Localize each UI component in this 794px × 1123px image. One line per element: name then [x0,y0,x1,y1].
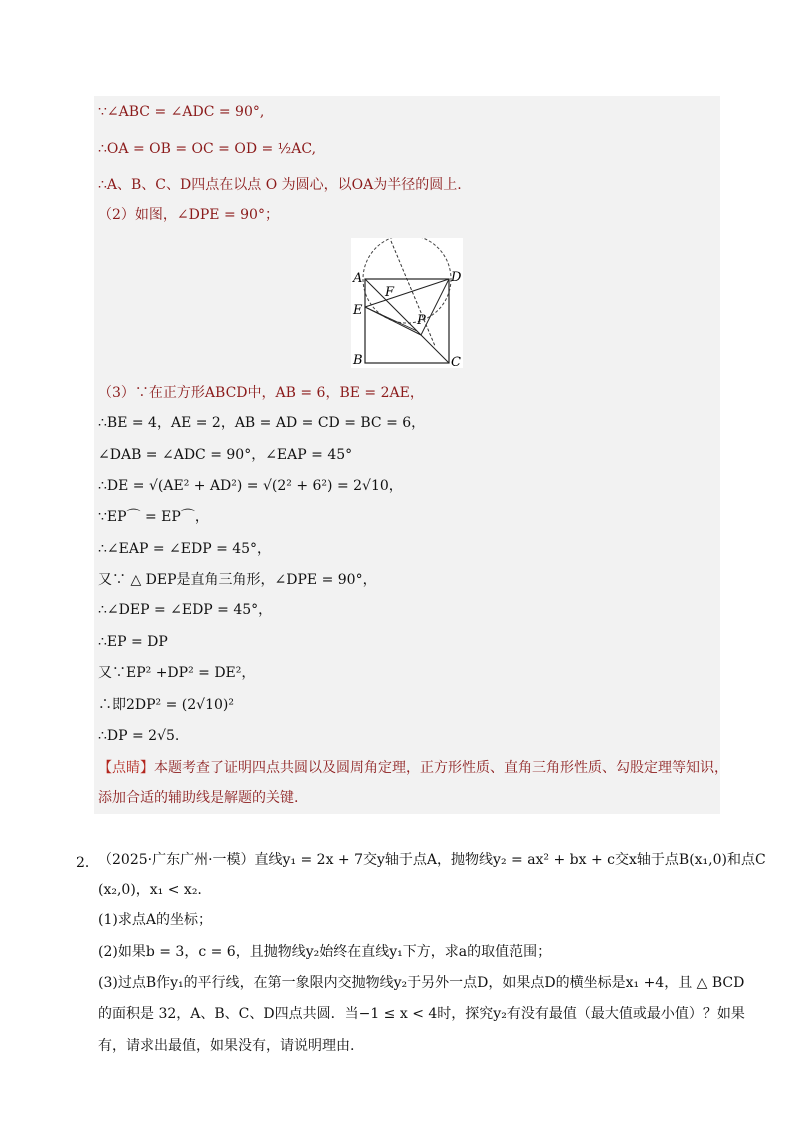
dashed-circle [363,238,451,323]
label-p: P [417,313,426,328]
question-part-3c: 有，请求出最值，如果没有，请说明理由. [98,1038,355,1054]
label-f: F [385,285,395,300]
label-a: A [353,271,363,286]
diagonal-ac [365,279,449,363]
comment-line-1 [98,758,728,778]
solution-line-8: ∴DE = √(AE² + AD²) = √(2² + 6²) = 2√10， [98,478,403,494]
solution-line-6: ∴BE = 4，AE = 2，AB = AD = CD = BC = 6， [98,415,426,431]
solution-line-12: ∴∠DEP = ∠EDP = 45°， [98,602,273,618]
label-d: D [451,270,462,285]
label-c: C [451,355,461,368]
question-part-3a: (3)过点B作y₁的平行线，在第一象限内交抛物线y₂于另外一点D，如果点D的横坐标是x₁ +4，且 △ BCD [98,975,745,991]
question-line-2: (x₂,0)，x₁ < x₂. [98,882,202,898]
question-number: 2． [76,855,99,871]
question-part-3b: 的面积是 32，A、B、C、D四点共圆．当−1 ≤ x < 4时，探究y₂有没有最值（最大值或最小值）？如果 [98,1006,745,1022]
solution-line-15: ∴即2DP² = (2√10)² [98,697,234,713]
question-part-1: (1)求点A的坐标； [98,912,212,928]
solution-line-16: ∴DP = 2√5. [98,728,180,744]
comment-tag: 【点睛】 [98,760,154,776]
solution-line-10: ∴∠EAP = ∠EDP = 45°， [98,541,272,557]
solution-line-5: （3）∵在正方形ABCD中，AB = 6，BE = 2AE， [98,385,424,401]
segment-ed [365,279,449,307]
solution-line-9: ∵EP⌒ = EP⌒， [98,509,209,525]
dashed-line [391,241,435,346]
comment-line-2: 添加合适的辅助线是解题的关键. [98,790,299,806]
label-b: B [353,353,363,368]
geometry-figure [351,238,463,368]
solution-line-1: ∵∠ABC = ∠ADC = 90°, [98,104,265,120]
solution-line-7: ∠DAB = ∠ADC = 90°，∠EAP = 45° [98,447,353,463]
comment-text-1: 本题考查了证明四点共圆以及圆周角定理，正方形性质、直角三角形性质、勾股定理等知识， [154,760,728,776]
question-part-2: (2)如果b = 3，c = 6，且抛物线y₂始终在直线y₁下方，求a的取值范围； [98,944,552,960]
solution-line-4: （2）如图，∠DPE = 90°； [98,207,279,223]
square-circle-diagram [351,238,463,368]
solution-line-14: 又∵EP² +DP² = DE²， [98,665,256,681]
label-e: E [353,303,363,318]
segment-ep2 [365,307,417,331]
solution-line-3: ∴A、B、C、D四点在以点 O 为圆心，以OA为半径的圆上. [98,177,462,193]
solution-line-11: 又∵ △ DEP是直角三角形，∠DPE = 90°， [98,572,377,588]
solution-line-2: ∴OA = OB = OC = OD = ½AC, [98,141,317,157]
question-line-1: （2025·广东广州·一模）直线y₁ = 2x + 7交y轴于点A，抛物线y₂ = ax² + bx + c交x轴于点B(x₁,0)和点C [98,852,766,868]
solution-line-13: ∴EP = DP [98,634,168,650]
